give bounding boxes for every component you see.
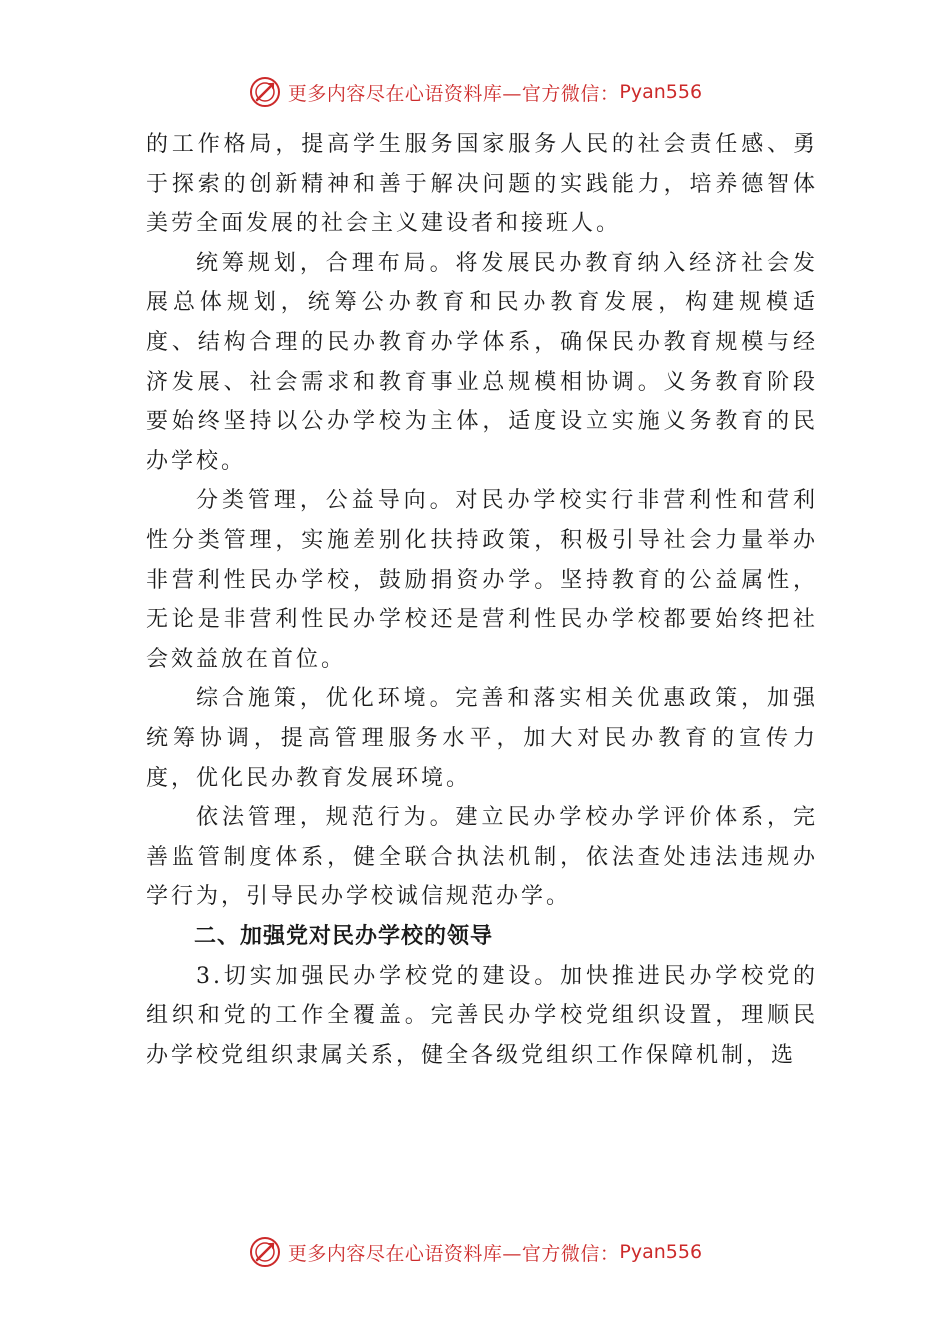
paragraph-environment: 综合施策，优化环境。完善和落实相关优惠政策，加强统筹协调，提高管理服务水平，加大对民办教育的宣传力度，优化民办教育发展环境。 [146, 686, 818, 791]
watermark-logo-icon [248, 75, 282, 109]
watermark-handle: Pyan556 [619, 81, 703, 103]
watermark-text: 更多内容尽在心语资料库—官方微信： [287, 1242, 620, 1265]
section-heading: 二、加强党对民办学校的领导 [194, 923, 494, 949]
watermark-text: 更多内容尽在心语资料库—官方微信： [287, 82, 620, 105]
footer-watermark [0, 1232, 950, 1272]
paragraph-party-building: 3.切实加强民办学校党的建设。加快推进民办学校党的组织和党的工作全覆盖。完善民办学校党组织设置，理顺民办学校党组织隶属关系，健全各级党组织工作保障机制，选 [146, 963, 818, 1069]
paragraph-planning: 统筹规划，合理布局。将发展民办教育纳入经济社会发展总体规划，统筹公办教育和民办教育发展，构建规模适度、结构合理的民办教育办学体系，确保民办教育规模与经济发展、社会需求和教育事业总规模相协调。义务教育阶段要始终坚持以公办学校为主体，适度设立实施义务教育的民办学校。 [146, 250, 818, 474]
paragraph-classification: 分类管理，公益导向。对民办学校实行非营利性和营利性分类管理，实施差别化扶持政策，积极引导社会力量举办非营利性民办学校，鼓励捐资办学。坚持教育的公益属性， 无论是非营利性民办学校还是营利性民办学校都要始终把社会效益放在首位。 [146, 488, 818, 672]
paragraph-regulation: 依法管理，规范行为。建立民办学校办学评价体系，完善监管制度体系，健全联合执法机制，依法查处违法违规办学行为，引导民办学校诚信规范办学。 [146, 805, 818, 910]
watermark-handle: Pyan556 [619, 1241, 703, 1263]
header-watermark [0, 72, 950, 112]
paragraph-continuation: 的工作格局，提高学生服务国家服务人民的社会责任感、勇于探索的创新精神和善于解决问题的实践能力，培养德智体美劳全面发展的社会主义建设者和接班人。 [146, 132, 818, 237]
document-body [146, 125, 818, 1076]
watermark-logo-icon [248, 1235, 282, 1269]
